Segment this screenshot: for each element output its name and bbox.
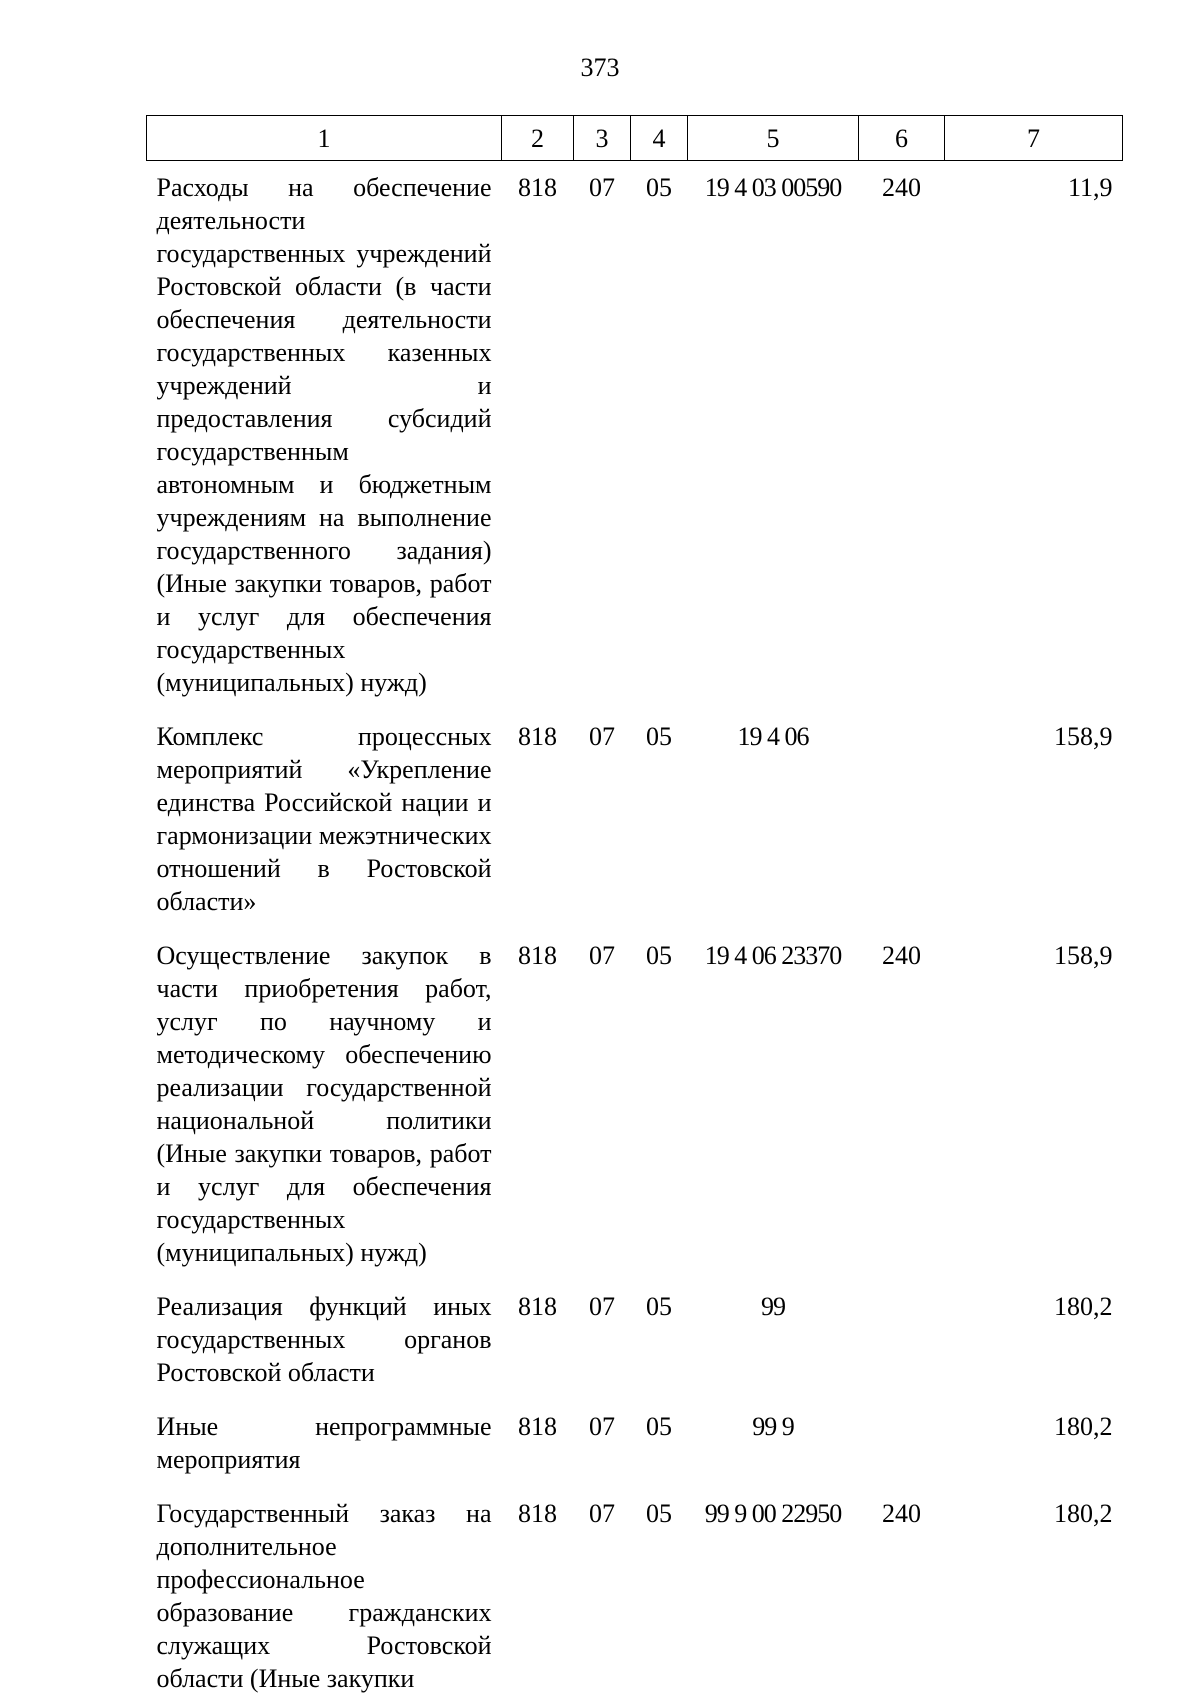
header-col-1: 1 [147,116,502,161]
table-row [147,1280,1123,1400]
target-code-value: 19 4 03 00590 [704,173,842,202]
table-row [147,929,1123,1280]
header-col-2: 2 [502,116,574,161]
row-section-code: 07 [589,1412,615,1441]
row-amount: 180,2 [1054,1412,1113,1441]
budget-table [146,115,1123,1706]
row-expense-type: 240 [882,173,921,202]
row-expense-type: 240 [882,941,921,970]
page-number: 373 [580,53,620,82]
row-section-code: 07 [589,1292,615,1321]
header-col-4: 4 [631,116,688,161]
row-amount: 180,2 [1054,1499,1113,1528]
row-subsection-code: 05 [646,1292,672,1321]
row-description: Осуществление закупок в части приобретения работ, услуг по научному и методическому обеспечению реализации государственной национальной политики (Иные закупки товаров, работ и услуг для обеспечения государственных (муниципальных) нужд) [156,941,492,1267]
header-col-5: 5 [688,116,859,161]
target-code-value: 19 4 06 [737,722,809,751]
row-section-code: 07 [589,941,615,970]
row-expense-type [859,710,945,929]
row-subsection-code: 05 [646,1412,672,1441]
row-ministry-code: 818 [518,722,557,751]
header-col-7: 7 [945,116,1123,161]
target-code-value: 99 9 [752,1412,794,1441]
row-ministry-code: 818 [518,1499,557,1528]
row-ministry-code: 818 [518,941,557,970]
target-code-value: 19 4 06 23370 [704,941,842,970]
row-target-code [688,1280,859,1400]
table-row [147,1400,1123,1487]
row-amount: 158,9 [1054,722,1113,751]
row-description: Реализация функций иных государственных органов Ростовской области [156,1292,492,1387]
row-expense-type [859,1280,945,1400]
row-ministry-code: 818 [518,1292,557,1321]
row-section-code: 07 [589,722,615,751]
row-description: Расходы на обеспечение деятельности государственных учреждений Ростовской области (в части обеспечения деятельности государственных казенных учреждений и предоставления субсидий государственным автономным и бюджетным учреждениям на выполнение государственного задания) (Иные закупки товаров, работ и услуг для обеспечения государственных (муниципальных) нужд) [156,173,492,697]
row-description: Иные непрограммные мероприятия [156,1412,492,1474]
header-col-3: 3 [574,116,631,161]
row-subsection-code: 05 [646,722,672,751]
row-amount: 180,2 [1054,1292,1113,1321]
row-target-code [688,161,859,711]
row-subsection-code: 05 [646,1499,672,1528]
row-target-code [688,1400,859,1487]
row-description: Комплекс процессных мероприятий «Укрепление единства Российской нации и гармонизации межэтнических отношений в Ростовской области» [156,722,492,916]
table-row [147,1487,1123,1706]
row-amount: 158,9 [1054,941,1113,970]
row-target-code [688,710,859,929]
target-code-value: 99 9 00 22950 [704,1499,842,1528]
header-col-6: 6 [859,116,945,161]
row-description: Государственный заказ на дополнительное профессиональное образование гражданских служащих Ростовской области (Иные закупки [156,1499,492,1693]
row-target-code [688,929,859,1280]
row-expense-type: 240 [882,1499,921,1528]
row-ministry-code: 818 [518,1412,557,1441]
row-amount: 11,9 [1067,173,1113,202]
row-target-code [688,1487,859,1706]
table-row [147,710,1123,929]
header-row [147,116,1123,161]
row-section-code: 07 [589,1499,615,1528]
row-section-code: 07 [589,173,615,202]
table-row [147,161,1123,711]
row-subsection-code: 05 [646,941,672,970]
row-expense-type [859,1400,945,1487]
row-ministry-code: 818 [518,173,557,202]
target-code-value: 99 [761,1292,785,1321]
row-subsection-code: 05 [646,173,672,202]
